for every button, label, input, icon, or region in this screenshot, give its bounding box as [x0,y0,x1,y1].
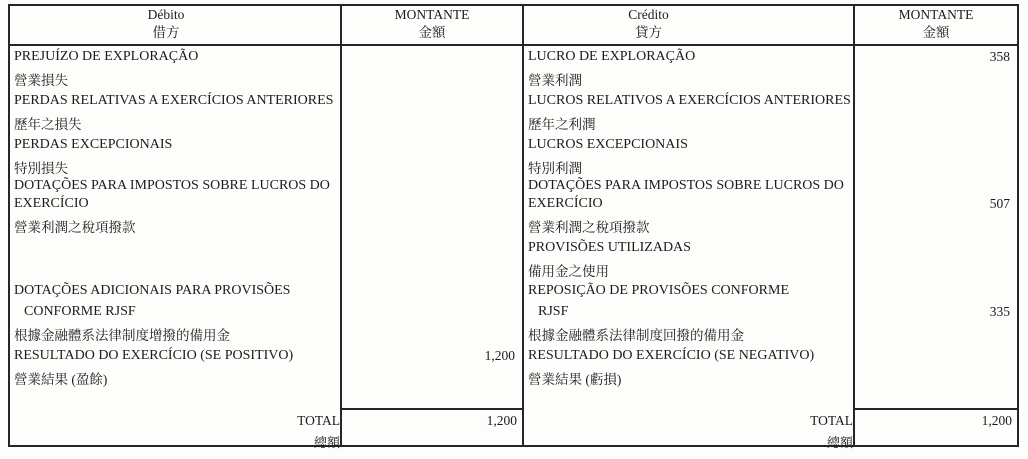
header-credit-amount-pt: MONTANTE [898,7,974,22]
profit-loss-table [8,4,1019,450]
line-text: 歷年之利潤 [528,117,596,132]
line-text: LUCROS EXCEPCIONAIS [528,137,688,152]
header-credit-zh: 貸方 [635,25,662,40]
table-line [10,178,522,193]
header-debit-zh: 借方 [152,25,180,40]
line-text: DOTAÇÕES PARA IMPOSTOS SOBRE LUCROS DO [528,177,844,193]
debit-column-body [10,46,522,389]
table-line [524,134,1017,156]
table-line [524,323,1017,345]
line-text: 營業利潤之稅項撥款 [14,220,136,235]
table-line [10,237,522,259]
table-line [524,193,1017,215]
table-line [10,259,522,281]
line-text: REPOSIÇÃO DE PROVISÕES CONFORME [528,283,789,298]
header-debit [10,6,340,44]
total-label-zh: 總額 [313,435,340,450]
total-line [10,431,522,452]
table-line [10,156,522,178]
table-line [524,345,1017,367]
total-line [524,431,1017,452]
header-credit-amount [855,6,1017,44]
table-line [10,323,522,345]
table-line [524,301,1017,323]
header-credit-amount-zh: 金額 [922,25,950,40]
line-amount: 335 [989,304,1010,319]
header-debit-amount-pt: MONTANTE [394,7,470,22]
table-line [524,90,1017,112]
credit-column-body [524,46,1017,389]
table-header-row [10,6,1017,46]
line-text: 根據金融體系法律制度增撥的備用金 [14,328,230,343]
table-line [524,156,1017,178]
line-text: 營業利潤 [528,73,582,88]
line-text: 備用金之使用 [528,264,609,279]
credit-total-amount: 1,200 [981,412,1012,428]
line-text: PREJUÍZO DE EXPLORAÇÃO [14,49,199,64]
table-line [524,215,1017,237]
line-amount: 507 [989,196,1010,211]
table-line [10,301,522,323]
line-text: LUCRO DE EXPLORAÇÃO [528,49,696,64]
header-debit-pt: Débito [147,7,185,22]
line-text: 營業結果 (虧損) [528,372,622,387]
table-line [524,112,1017,134]
table-line [10,68,522,90]
table-line [10,134,522,156]
table-line [524,281,1017,301]
line-text: RESULTADO DO EXERCÍCIO (SE NEGATIVO) [528,348,815,363]
line-amount: 1,200 [484,348,515,363]
total-label-zh: 總額 [826,435,853,450]
line-text: 特別損失 [14,161,68,176]
line-text: LUCROS RELATIVOS A EXERCÍCIOS ANTERIORES [528,93,851,108]
line-text: 特別利潤 [528,161,582,176]
total-line [524,410,1017,431]
table-line [524,367,1017,389]
line-text: DOTAÇÕES PARA IMPOSTOS SOBRE LUCROS DO [14,177,330,193]
table-line [524,178,1017,193]
table-line [10,281,522,301]
line-text: 營業結果 (盈餘) [14,372,108,387]
line-text: EXERCÍCIO [14,196,89,211]
line-text: RJSF [538,304,569,319]
table-line [524,68,1017,90]
table-line [10,90,522,112]
line-text: 歷年之損失 [14,117,82,132]
total-line [10,410,522,431]
total-label-pt: TOTAL [297,412,340,428]
total-label-pt: TOTAL [810,412,853,428]
header-credit [524,6,853,44]
line-text: CONFORME RJSF [24,304,136,319]
header-debit-amount-zh: 金額 [418,25,446,40]
debit-total-amount: 1,200 [486,412,517,428]
credit-total-row [524,410,1017,452]
line-text: PROVISÕES UTILIZADAS [528,240,691,255]
line-text: 營業損失 [14,73,68,88]
line-text: PERDAS RELATIVAS A EXERCÍCIOS ANTERIORES [14,93,334,108]
table-line [10,367,522,389]
line-text: EXERCÍCIO [528,196,603,211]
line-text: PERDAS EXCEPCIONAIS [14,137,173,152]
line-text: 營業利潤之稅項撥款 [528,220,650,235]
table-line [10,345,522,367]
line-text: RESULTADO DO EXERCÍCIO (SE POSITIVO) [14,348,294,363]
table-line [10,112,522,134]
line-text: DOTAÇÕES ADICIONAIS PARA PROVISÕES [14,283,291,298]
line-text: 根據金融體系法律制度回撥的備用金 [528,328,744,343]
table-line [524,237,1017,259]
debit-total-row [10,410,522,452]
table-line [524,259,1017,281]
table-line [10,46,522,68]
line-amount: 358 [989,49,1010,64]
table-line [10,193,522,215]
table-line [524,46,1017,68]
header-credit-pt: Crédito [628,7,669,22]
header-debit-amount [342,6,522,44]
table-line [10,215,522,237]
